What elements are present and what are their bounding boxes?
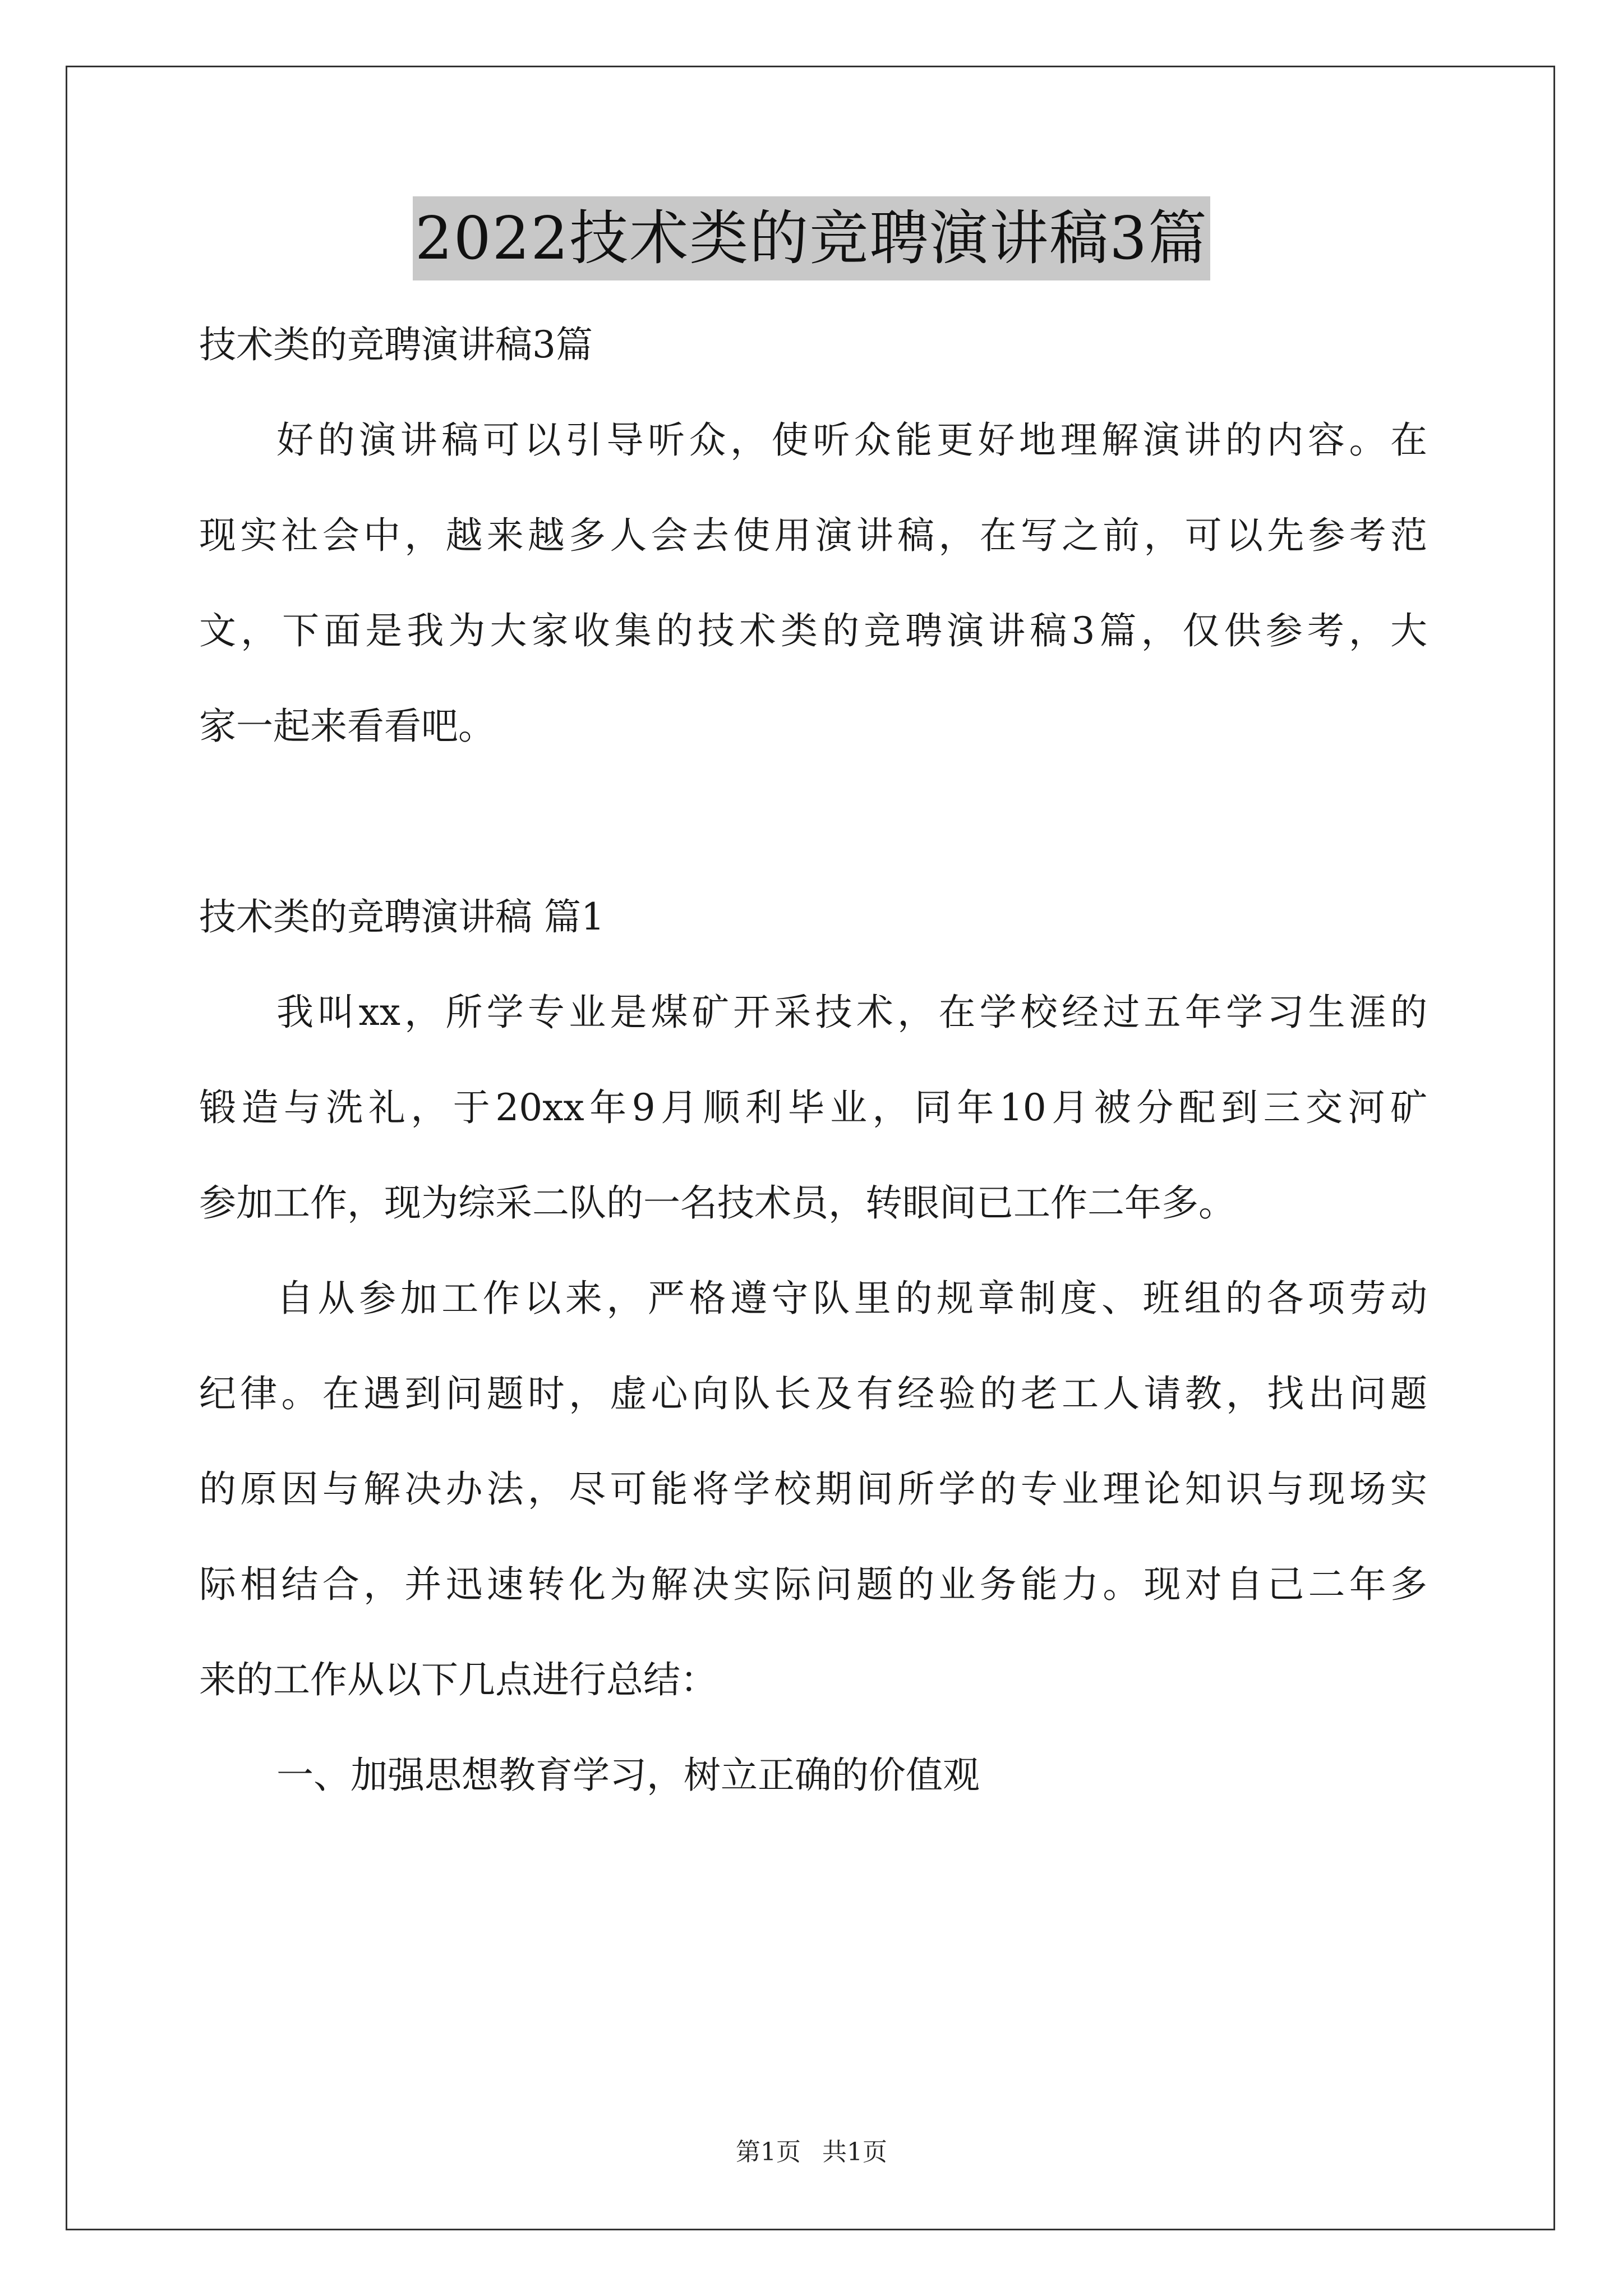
paragraph-line: 现实社会中，越来越多人会去使用演讲稿，在写之前，可以先参考范 xyxy=(199,514,1427,557)
spacer xyxy=(199,774,1427,869)
paragraph-line: 纪律。在遇到问题时，虚心向队长及有经验的老工人请教，找出问题 xyxy=(199,1372,1427,1415)
title-container xyxy=(0,196,1623,280)
paragraph-line: 参加工作，现为综采二队的一名技术员，转眼间已工作二年多。 xyxy=(199,1181,1235,1225)
paragraph-line: 我叫xx，所学专业是煤矿开采技术，在学校经过五年学习生涯的 xyxy=(276,991,1427,1034)
subtitle-line: 技术类的竞聘演讲稿3篇 xyxy=(199,323,593,366)
document-body xyxy=(199,297,1427,1823)
paragraph-line: 的原因与解决办法，尽可能将学校期间所学的专业理论知识与现场实 xyxy=(199,1467,1427,1511)
paragraph-line: 文，下面是我为大家收集的技术类的竞聘演讲稿3篇，仅供参考，大 xyxy=(199,609,1427,652)
page-number: 第1页 xyxy=(736,2138,801,2166)
paragraph-line: 际相结合，并迅速转化为解决实际问题的业务能力。现对自己二年多 xyxy=(199,1563,1427,1606)
document-title: 2022技术类的竞聘演讲稿3篇 xyxy=(413,196,1210,280)
paragraph-line: 好的演讲稿可以引导听众，使听众能更好地理解演讲的内容。在 xyxy=(276,418,1427,462)
paragraph-line: 家一起来看看吧。 xyxy=(199,705,495,748)
numbered-heading: 一、加强思想教育学习，树立正确的价值观 xyxy=(276,1754,980,1797)
paragraph-line: 自从参加工作以来，严格遵守队里的规章制度、班组的各项劳动 xyxy=(276,1277,1427,1320)
paragraph-line: 来的工作从以下几点进行总结： xyxy=(199,1658,717,1701)
page-total: 共1页 xyxy=(822,2138,887,2166)
section-heading: 技术类的竞聘演讲稿 篇1 xyxy=(199,895,605,938)
paragraph-line: 锻造与洗礼，于20xx年9月顺利毕业，同年10月被分配到三交河矿 xyxy=(199,1086,1427,1129)
page-footer xyxy=(0,2132,1623,2168)
